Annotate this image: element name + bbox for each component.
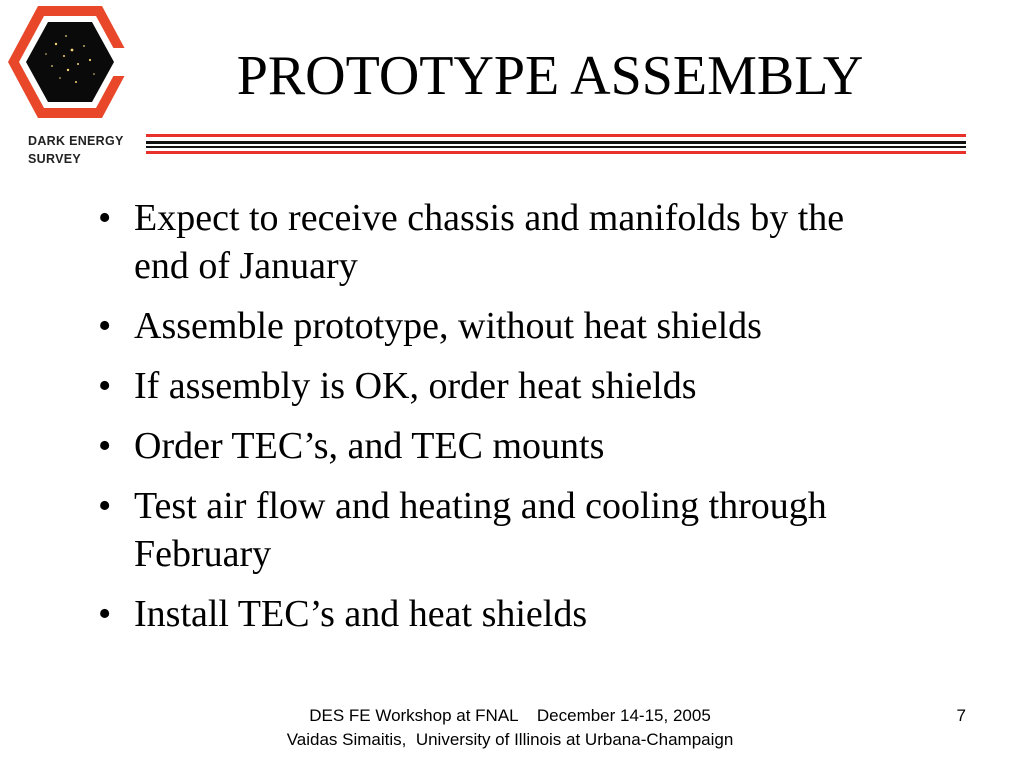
bullet-text: Order TEC’s, and TEC mounts bbox=[134, 425, 605, 467]
footer-line-2: Vaidas Simaitis, University of Illinois at Urbana-Champaign bbox=[286, 730, 734, 749]
logo-wordmark bbox=[28, 132, 124, 168]
bullet-text: Assemble prototype, without heat shields bbox=[134, 305, 762, 347]
bullet-item bbox=[96, 194, 916, 290]
slide-footer bbox=[200, 704, 820, 752]
title-rule-lines bbox=[146, 132, 966, 156]
logo-line-1: DARK ENERGY bbox=[28, 134, 124, 148]
logo-line-2: SURVEY bbox=[28, 152, 81, 166]
bullet-item bbox=[96, 422, 916, 470]
des-logo-icon bbox=[6, 4, 134, 120]
bullet-marker: • bbox=[98, 365, 112, 407]
des-logo bbox=[6, 4, 134, 120]
bullet-text: Expect to receive chassis and manifolds by the end of January bbox=[134, 197, 845, 287]
bullet-marker: • bbox=[98, 197, 112, 239]
bullet-marker: • bbox=[98, 485, 112, 527]
bullet-item bbox=[96, 302, 916, 350]
bullet-item bbox=[96, 590, 916, 638]
footer-line-1: DES FE Workshop at FNAL December 14-15, 2005 bbox=[309, 706, 711, 725]
bullet-marker: • bbox=[98, 305, 112, 347]
bullet-item bbox=[96, 482, 916, 578]
bullet-list bbox=[96, 194, 916, 650]
rule-line-black-2 bbox=[146, 146, 966, 148]
rule-line-red-bottom bbox=[146, 151, 966, 154]
rule-line-black-1 bbox=[146, 141, 966, 144]
page-number: 7 bbox=[956, 706, 966, 725]
slide-title: PROTOTYPE ASSEMBLY bbox=[236, 45, 864, 107]
bullet-marker: • bbox=[98, 425, 112, 467]
bullet-text: Install TEC’s and heat shields bbox=[134, 593, 588, 635]
rule-line-red-top bbox=[146, 134, 966, 137]
bullet-text: Test air flow and heating and cooling through February bbox=[134, 485, 827, 575]
bullet-marker: • bbox=[98, 593, 112, 635]
bullet-item bbox=[96, 362, 916, 410]
bullet-text: If assembly is OK, order heat shields bbox=[134, 365, 697, 407]
